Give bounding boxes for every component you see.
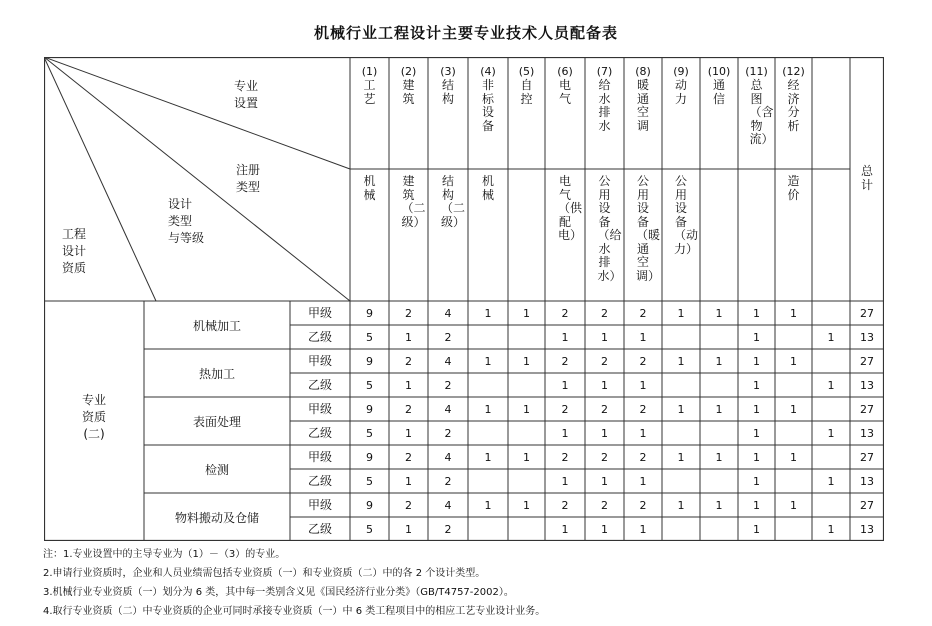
table-cell: 4 bbox=[444, 499, 452, 512]
specialty-number: (6) bbox=[557, 65, 573, 78]
table-cell: 1 bbox=[405, 379, 412, 392]
table-cell: 13 bbox=[860, 331, 874, 344]
table-cell: 9 bbox=[366, 499, 373, 512]
note-line: 4.取行专业资质（二）中专业资质的企业可同时承接专业资质（一）中 6 类工程项目中的相应工艺专业设计业务。 bbox=[43, 606, 546, 617]
table-cell: 27 bbox=[860, 355, 874, 368]
grade-label: 乙级 bbox=[307, 426, 332, 440]
table-cell: 2 bbox=[561, 355, 569, 368]
table-cell: 9 bbox=[366, 355, 373, 368]
table-cell: 1 bbox=[790, 355, 797, 368]
table-cell: 2 bbox=[405, 499, 412, 512]
specialty-label: 电气 bbox=[558, 78, 571, 106]
registration-type: 公用设备（给水排水） bbox=[597, 174, 622, 283]
table-cell: 1 bbox=[677, 403, 685, 416]
table-cell: 1 bbox=[790, 451, 797, 464]
specialty-label: 经济分析 bbox=[787, 78, 800, 133]
specialty-number: (3) bbox=[440, 65, 456, 78]
table-cell: 2 bbox=[444, 331, 452, 344]
table-cell: 1 bbox=[790, 307, 797, 320]
table-cell: 13 bbox=[860, 427, 874, 440]
grade-label: 甲级 bbox=[307, 498, 332, 512]
table-cell: 2 bbox=[561, 403, 569, 416]
corner-label: 注册 bbox=[236, 163, 261, 177]
table-cell: 1 bbox=[753, 451, 760, 464]
corner-label: 设计 bbox=[62, 244, 87, 258]
corner-diagonal bbox=[44, 57, 350, 169]
table-cell: 5 bbox=[366, 475, 373, 488]
staffing-table bbox=[44, 57, 884, 541]
table-cell: 1 bbox=[715, 403, 723, 416]
table-cell: 2 bbox=[639, 355, 647, 368]
table-cell: 1 bbox=[753, 307, 760, 320]
table-cell: 1 bbox=[484, 403, 492, 416]
specialty-number: (5) bbox=[518, 65, 535, 78]
table-cell: 1 bbox=[753, 499, 760, 512]
notes-block bbox=[43, 545, 545, 621]
table-cell: 1 bbox=[753, 427, 760, 440]
note-line: 2.申请行业资质时，企业和人员业绩需包括专业资质（一）和专业资质（二）中的各 2 个设计类型。 bbox=[43, 568, 486, 579]
table-cell: 1 bbox=[601, 331, 608, 344]
category-label: 机械加工 bbox=[192, 319, 241, 333]
table-cell: 2 bbox=[639, 499, 647, 512]
table-cell: 1 bbox=[753, 379, 760, 392]
specialty-number: (1) bbox=[361, 65, 378, 78]
table-cell: 1 bbox=[523, 355, 530, 368]
table-cell: 1 bbox=[827, 331, 835, 344]
specialty-number: (8) bbox=[635, 65, 651, 78]
table-cell: 2 bbox=[601, 355, 608, 368]
grade-label: 乙级 bbox=[307, 474, 332, 488]
table-cell: 2 bbox=[405, 403, 412, 416]
registration-type: 机械 bbox=[363, 174, 376, 202]
table-cell: 1 bbox=[601, 379, 608, 392]
category-label: 物料搬动及仓储 bbox=[174, 511, 259, 525]
table-cell: 1 bbox=[405, 475, 412, 488]
table-cell: 2 bbox=[444, 523, 452, 536]
table-cell: 2 bbox=[444, 379, 452, 392]
table-cell: 1 bbox=[601, 427, 608, 440]
grade-label: 乙级 bbox=[307, 522, 332, 536]
table-cell: 1 bbox=[677, 451, 685, 464]
specialty-label: 暖通空调 bbox=[636, 78, 649, 133]
corner-label: 设置 bbox=[234, 96, 259, 110]
corner-label: 资质 bbox=[62, 261, 87, 275]
table-cell: 2 bbox=[444, 475, 452, 488]
table-cell: 1 bbox=[827, 523, 835, 536]
table-cell: 1 bbox=[753, 403, 760, 416]
table-cell: 4 bbox=[444, 307, 452, 320]
table-cell: 1 bbox=[405, 523, 412, 536]
specialty-number: (4) bbox=[480, 65, 496, 78]
table-cell: 5 bbox=[366, 331, 373, 344]
specialty-number: (7) bbox=[596, 65, 613, 78]
specialty-label: 自控 bbox=[520, 78, 533, 106]
table-cell: 1 bbox=[561, 475, 569, 488]
table-cell: 1 bbox=[827, 475, 835, 488]
table-cell: 2 bbox=[639, 307, 647, 320]
table-cell: 1 bbox=[484, 355, 492, 368]
specialty-label: 建筑 bbox=[402, 78, 415, 106]
qualification-group-label: 专业 bbox=[81, 393, 106, 407]
table-cell: 2 bbox=[444, 427, 452, 440]
table-cell: 2 bbox=[405, 355, 412, 368]
table-cell: 4 bbox=[444, 403, 452, 416]
table-cell: 27 bbox=[860, 451, 874, 464]
specialty-number: (9) bbox=[673, 65, 689, 78]
table-cell: 1 bbox=[561, 331, 569, 344]
specialty-number: (2) bbox=[400, 65, 417, 78]
table-cell: 2 bbox=[561, 307, 569, 320]
table-cell: 1 bbox=[405, 331, 412, 344]
table-cell: 1 bbox=[715, 499, 723, 512]
corner-label: 专业 bbox=[234, 79, 259, 93]
specialty-number: (12) bbox=[782, 65, 805, 78]
table-cell: 1 bbox=[790, 499, 797, 512]
table-cell: 2 bbox=[405, 307, 412, 320]
corner-label: 类型 bbox=[168, 214, 193, 228]
table-cell: 2 bbox=[601, 403, 608, 416]
table-cell: 1 bbox=[601, 523, 608, 536]
table-cell: 4 bbox=[444, 451, 452, 464]
table-cell: 13 bbox=[860, 523, 874, 536]
table-cell: 1 bbox=[677, 307, 685, 320]
registration-type: 结构（二级） bbox=[441, 174, 466, 229]
table-cell: 1 bbox=[561, 379, 569, 392]
table-cell: 2 bbox=[405, 451, 412, 464]
table-title: 机械行业工程设计主要专业技术人员配备表 bbox=[313, 24, 618, 42]
table-cell: 5 bbox=[366, 379, 373, 392]
table-cell: 1 bbox=[753, 355, 760, 368]
specialty-label: 工艺 bbox=[363, 78, 376, 106]
table-cell: 4 bbox=[444, 355, 452, 368]
corner-label: 与等级 bbox=[168, 231, 205, 245]
table-cell: 1 bbox=[753, 475, 760, 488]
table-cell: 9 bbox=[366, 451, 373, 464]
table-cell: 1 bbox=[639, 331, 647, 344]
specialty-label: 总图（含物流） bbox=[749, 78, 774, 146]
table-cell: 2 bbox=[561, 499, 569, 512]
specialty-number: (11) bbox=[745, 65, 768, 78]
table-cell: 1 bbox=[753, 523, 760, 536]
table-cell: 27 bbox=[860, 499, 874, 512]
table-cell: 1 bbox=[639, 427, 647, 440]
grade-label: 乙级 bbox=[307, 330, 332, 344]
table-cell: 1 bbox=[523, 451, 530, 464]
table-cell: 1 bbox=[523, 499, 530, 512]
table-cell: 1 bbox=[523, 403, 530, 416]
corner-label: 工程 bbox=[62, 227, 87, 241]
specialty-label: 动力 bbox=[674, 78, 687, 106]
table-cell: 1 bbox=[484, 451, 492, 464]
table-cell: 1 bbox=[561, 427, 569, 440]
table-cell: 1 bbox=[561, 523, 569, 536]
table-cell: 1 bbox=[405, 427, 412, 440]
table-cell: 1 bbox=[715, 307, 723, 320]
corner-label: 类型 bbox=[236, 180, 261, 194]
category-label: 表面处理 bbox=[192, 415, 241, 429]
table-cell: 13 bbox=[860, 379, 874, 392]
registration-type: 机械 bbox=[481, 174, 494, 202]
qualification-group-label: 资质 bbox=[81, 410, 106, 424]
table-cell: 2 bbox=[561, 451, 569, 464]
table-cell: 2 bbox=[601, 499, 608, 512]
table-cell: 9 bbox=[366, 307, 373, 320]
total-label: 总计 bbox=[860, 164, 873, 192]
registration-type: 公用设备（暖通空调） bbox=[636, 174, 661, 283]
table-cell: 1 bbox=[715, 355, 723, 368]
table-cell: 27 bbox=[860, 307, 874, 320]
table-cell: 1 bbox=[639, 523, 647, 536]
specialty-number: (10) bbox=[707, 65, 731, 78]
registration-type: 公用设备（动力） bbox=[674, 174, 699, 256]
table-cell: 5 bbox=[366, 427, 373, 440]
table-cell: 13 bbox=[860, 475, 874, 488]
registration-type: 电气（供配电） bbox=[558, 174, 583, 242]
table-cell: 1 bbox=[601, 475, 608, 488]
table-cell: 9 bbox=[366, 403, 373, 416]
table-cell: 1 bbox=[715, 451, 723, 464]
grade-label: 甲级 bbox=[307, 354, 332, 368]
note-line: 3.机械行业专业资质（一）划分为 6 类，其中每一类别含义见《国民经济行业分类》（GB/T4757-2002）。 bbox=[43, 587, 514, 598]
registration-type: 建筑（二级） bbox=[401, 174, 426, 229]
table-cell: 2 bbox=[639, 451, 647, 464]
corner-diagonal bbox=[44, 57, 350, 301]
table-cell: 27 bbox=[860, 403, 874, 416]
specialty-label: 通信 bbox=[712, 78, 725, 106]
table-cell: 1 bbox=[677, 355, 685, 368]
table-cell: 2 bbox=[639, 403, 647, 416]
table-cell: 1 bbox=[790, 403, 797, 416]
note-line: 注：1.专业设置中的主导专业为（1）－（3）的专业。 bbox=[43, 549, 286, 560]
table-cell: 1 bbox=[827, 427, 835, 440]
qualification-group-label: (二) bbox=[83, 427, 105, 441]
specialty-label: 非标设备 bbox=[481, 78, 494, 133]
table-cell: 2 bbox=[601, 451, 608, 464]
corner-diagonal bbox=[44, 57, 156, 301]
grade-label: 甲级 bbox=[307, 402, 332, 416]
grade-label: 甲级 bbox=[307, 306, 332, 320]
table-cell: 1 bbox=[639, 475, 647, 488]
table-cell: 5 bbox=[366, 523, 373, 536]
table-cell: 1 bbox=[677, 499, 685, 512]
registration-type: 造价 bbox=[787, 174, 800, 202]
grade-label: 甲级 bbox=[307, 450, 332, 464]
table-cell: 2 bbox=[601, 307, 608, 320]
table-cell: 1 bbox=[753, 331, 760, 344]
category-label: 热加工 bbox=[198, 367, 235, 381]
table-cell: 1 bbox=[484, 499, 492, 512]
specialty-label: 结构 bbox=[441, 78, 454, 106]
table-cell: 1 bbox=[523, 307, 530, 320]
table-cell: 1 bbox=[639, 379, 647, 392]
table-cell: 1 bbox=[484, 307, 492, 320]
specialty-label: 给水排水 bbox=[598, 78, 611, 133]
grade-label: 乙级 bbox=[307, 378, 332, 392]
corner-label: 设计 bbox=[168, 197, 193, 211]
table-cell: 1 bbox=[827, 379, 835, 392]
category-label: 检测 bbox=[204, 463, 229, 477]
